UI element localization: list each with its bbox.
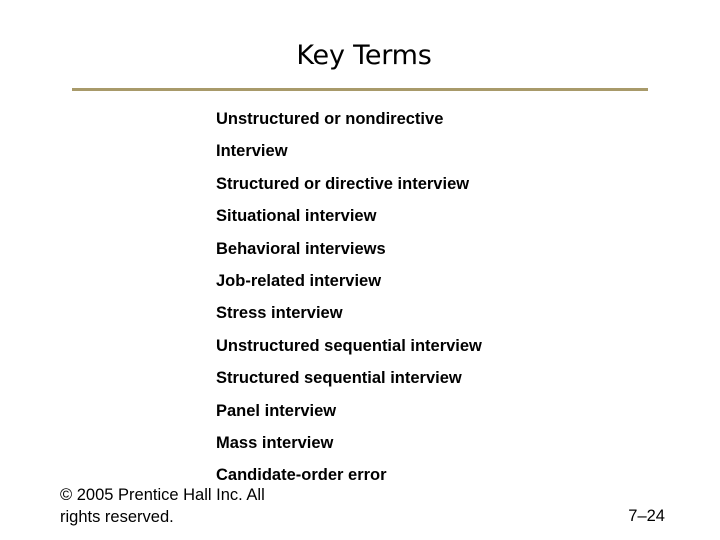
term-item: Situational interview xyxy=(216,207,377,226)
term-item: Unstructured or nondirective xyxy=(216,110,444,128)
term-item: Interview xyxy=(216,142,288,161)
copyright-notice: © 2005 Prentice Hall Inc. All rights reserved. xyxy=(60,486,265,526)
term-item: Mass interview xyxy=(216,433,334,452)
term-item: Unstructured sequential interview xyxy=(216,336,482,355)
slide-title: Key Terms xyxy=(296,40,432,71)
term-item: Stress interview xyxy=(216,304,343,323)
term-item: Job-related interview xyxy=(216,271,382,290)
title-divider xyxy=(72,88,648,91)
term-item: Panel interview xyxy=(216,401,337,420)
term-item: Structured sequential interview xyxy=(216,369,462,388)
page-number: 7–24 xyxy=(628,507,665,525)
term-item: Behavioral interviews xyxy=(216,239,386,258)
key-terms-list xyxy=(216,108,482,497)
term-item: Candidate-order error xyxy=(216,466,387,485)
term-item: Structured or directive interview xyxy=(216,174,470,193)
